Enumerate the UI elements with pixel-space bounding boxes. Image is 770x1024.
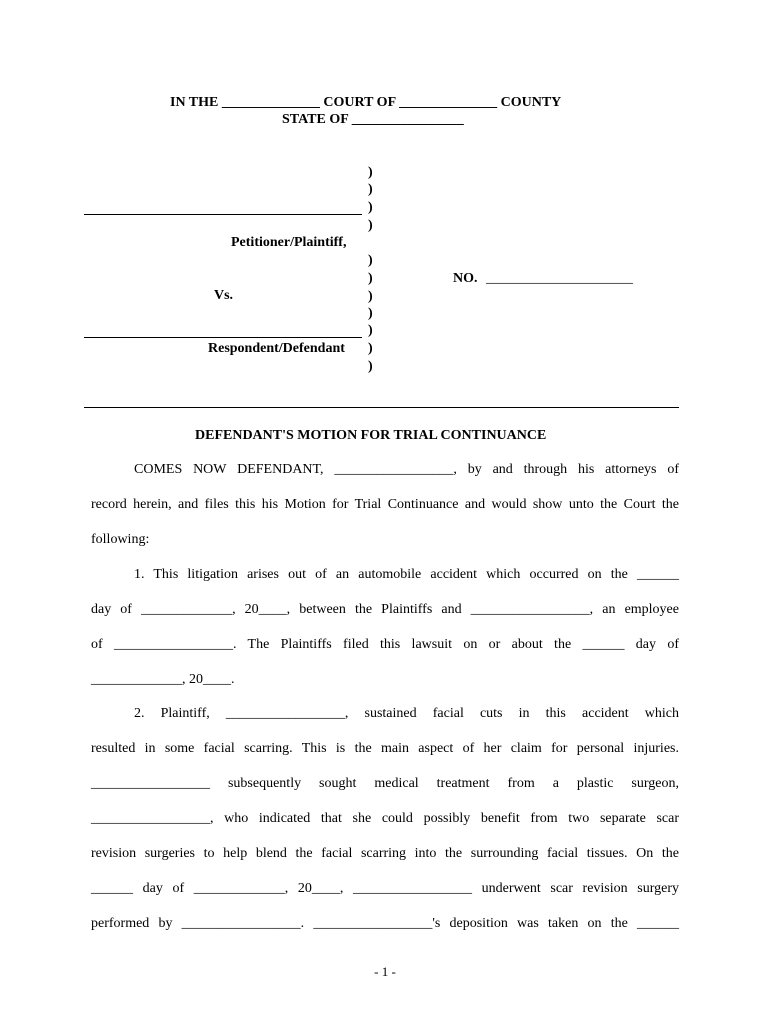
- body-line: of _________________. The Plaintiffs filed this lawsuit on or about the ______ day of: [91, 637, 679, 652]
- body-line: 2. Plaintiff, _________________, sustained facial cuts in this accident which: [134, 706, 679, 721]
- body-line: performed by _________________. _________________'s deposition was taken on the ______: [91, 916, 679, 931]
- caption-paren: ): [368, 289, 373, 304]
- body-line: _________________ subsequently sought medical treatment from a plastic surgeon,: [91, 776, 679, 791]
- petitioner-label: Petitioner/Plaintiff,: [231, 235, 347, 250]
- caption-paren: ): [368, 165, 373, 180]
- case-number-label: NO.: [453, 271, 478, 286]
- case-number-blank: _____________________: [486, 271, 633, 286]
- motion-title: DEFENDANT'S MOTION FOR TRIAL CONTINUANCE: [195, 428, 547, 443]
- petitioner-name-line: [84, 214, 362, 215]
- body-line: 1. This litigation arises out of an automobile accident which occurred on the ______: [134, 567, 679, 582]
- caption-paren: ): [368, 306, 373, 321]
- caption-paren: ): [368, 271, 373, 286]
- body-line: _____________, 20____.: [91, 672, 235, 687]
- page-number: - 1 -: [374, 964, 396, 979]
- caption-paren: ): [368, 341, 373, 356]
- body-line: COMES NOW DEFENDANT, _________________, by and through his attorneys of: [134, 462, 679, 477]
- vs-label: Vs.: [214, 288, 234, 303]
- body-line: resulted in some facial scarring. This is the main aspect of her claim for personal injuries.: [91, 741, 679, 756]
- caption-paren: ): [368, 323, 373, 338]
- body-line: ______ day of _____________, 20____, _________________ underwent scar revision surgery: [91, 881, 679, 896]
- respondent-label: Respondent/Defendant: [208, 341, 345, 356]
- body-line: day of _____________, 20____, between the Plaintiffs and _________________, an employee: [91, 602, 679, 617]
- caption-divider: [84, 407, 679, 408]
- body-line: _________________, who indicated that she could possibly benefit from two separate scar: [91, 811, 679, 826]
- court-header-line1: IN THE ______________ COURT OF ______________ COUNTY: [170, 95, 562, 110]
- court-header-line2: STATE OF ________________: [282, 112, 464, 127]
- caption-paren: ): [368, 182, 373, 197]
- caption-paren: ): [368, 218, 373, 233]
- body-line: record herein, and files this his Motion for Trial Continuance and would show unto the Court the: [91, 497, 679, 512]
- caption-paren: ): [368, 200, 373, 215]
- body-line: revision surgeries to help blend the facial scarring into the surrounding facial tissues. On the: [91, 846, 679, 861]
- caption-paren: ): [368, 253, 373, 268]
- respondent-name-line: [84, 337, 362, 338]
- body-line: following:: [91, 532, 150, 547]
- caption-paren: ): [368, 359, 373, 374]
